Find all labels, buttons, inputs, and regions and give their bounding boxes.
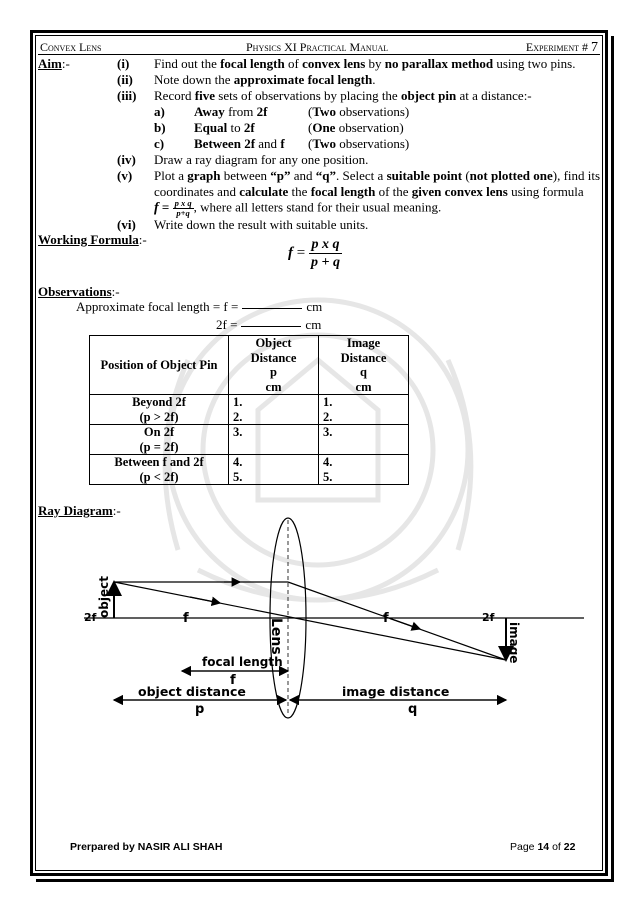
cell-q: 1. 2. xyxy=(319,395,409,425)
working-formula-heading: Working Formula:- xyxy=(38,232,147,247)
aim-item-5-line3: f = $\frac{\text{p x q}}{p+q}$ , where all letters stand for their usual meaning. xyxy=(154,198,442,218)
sub-note-b: (One observation) xyxy=(308,120,404,135)
f-right-label: f xyxy=(383,611,389,626)
aim-num-5: (v) xyxy=(117,168,133,183)
sub-item-c: Between 2f and f xyxy=(194,136,285,151)
sub-note-c: (Two observations) xyxy=(308,136,410,151)
cell-p: 1. 2. xyxy=(229,395,319,425)
col-header-object-distance: Object Distance p cm xyxy=(229,336,319,395)
cell-q: 4. 5. xyxy=(319,455,409,485)
experiment-label: Experiment # xyxy=(525,40,588,54)
header-left-title: Convex Lens xyxy=(40,40,102,54)
aim-heading: Aim:- xyxy=(38,56,70,71)
aim-item-3: Record five sets of observations by placing the object pin at a distance:- xyxy=(154,88,532,103)
aim-num-6: (vi) xyxy=(117,217,136,232)
cell-position: Between f and 2f (p < 2f) xyxy=(90,455,229,485)
object-distance-label: object distance xyxy=(138,684,246,699)
sub-letter-c: c) xyxy=(154,136,165,151)
aim-num-4: (iv) xyxy=(117,152,136,167)
p-label: p xyxy=(195,702,205,717)
cell-q: 3. xyxy=(319,425,409,455)
aim-num-2: (ii) xyxy=(117,72,133,87)
experiment-value: 7 xyxy=(591,40,598,55)
sub-item-a: Away from 2f xyxy=(194,104,268,119)
footer-author: Prerpared by NASIR ALI SHAH xyxy=(70,841,223,853)
image-label: image xyxy=(507,622,521,664)
cell-p: 3. xyxy=(229,425,319,455)
aim-num-1: (i) xyxy=(117,56,130,71)
lens-label: Lens xyxy=(268,618,284,655)
cell-p: 4. 5. xyxy=(229,455,319,485)
aim-item-2: Note down the approximate focal length. xyxy=(154,72,376,87)
sub-item-b: Equal to 2f xyxy=(194,120,255,135)
sub-letter-b: b) xyxy=(154,120,166,135)
two-f-left-label: 2f xyxy=(84,611,97,624)
approx-focal-length: Approximate focal length = f = cm xyxy=(76,299,323,314)
cell-position: On 2f (p = 2f) xyxy=(90,425,229,455)
aim-item-6: Write down the result with suitable units. xyxy=(154,217,369,232)
col-header-image-distance: Image Distance q cm xyxy=(319,336,409,395)
header-center-title: Physics XI Practical Manual xyxy=(246,40,389,54)
sub-letter-a: a) xyxy=(154,104,165,119)
aim-item-5-line2: coordinates and calculate the focal length of the given convex lens using formula xyxy=(154,184,584,199)
aim-label: Aim xyxy=(38,56,62,71)
object-label: object xyxy=(97,576,111,618)
ray-through-center xyxy=(114,582,506,660)
aim-item-4: Draw a ray diagram for any one position. xyxy=(154,152,369,167)
col-header-position: Position of Object Pin xyxy=(90,336,229,395)
focal-f-label: f xyxy=(230,673,236,688)
two-f-value: 2f = cm xyxy=(216,317,322,332)
aim-item-5-line1: Plot a graph between “p” and “q”. Select a suitable point (not plotted one), find its xyxy=(154,168,601,183)
focal-length-label: focal length xyxy=(202,655,283,669)
footer-page-number: Page 14 of 22 xyxy=(510,841,576,853)
cell-position: Beyond 2f (p > 2f) xyxy=(90,395,229,425)
sub-note-a: (Two observations) xyxy=(308,104,410,119)
q-label: q xyxy=(408,702,418,717)
image-distance-label: image distance xyxy=(342,684,450,699)
aim-item-1: Find out the focal length of convex lens by no parallax method using two pins. xyxy=(154,56,576,71)
observations-heading: Observations:- xyxy=(38,284,120,299)
working-formula: f = $\frac{\text{p x q}}{p + q}$ xyxy=(288,237,340,270)
f-left-label: f xyxy=(183,611,189,626)
aim-num-3: (iii) xyxy=(117,88,137,103)
two-f-right-label: 2f xyxy=(482,611,495,624)
ray-diagram-heading: Ray Diagram:- xyxy=(38,503,121,518)
